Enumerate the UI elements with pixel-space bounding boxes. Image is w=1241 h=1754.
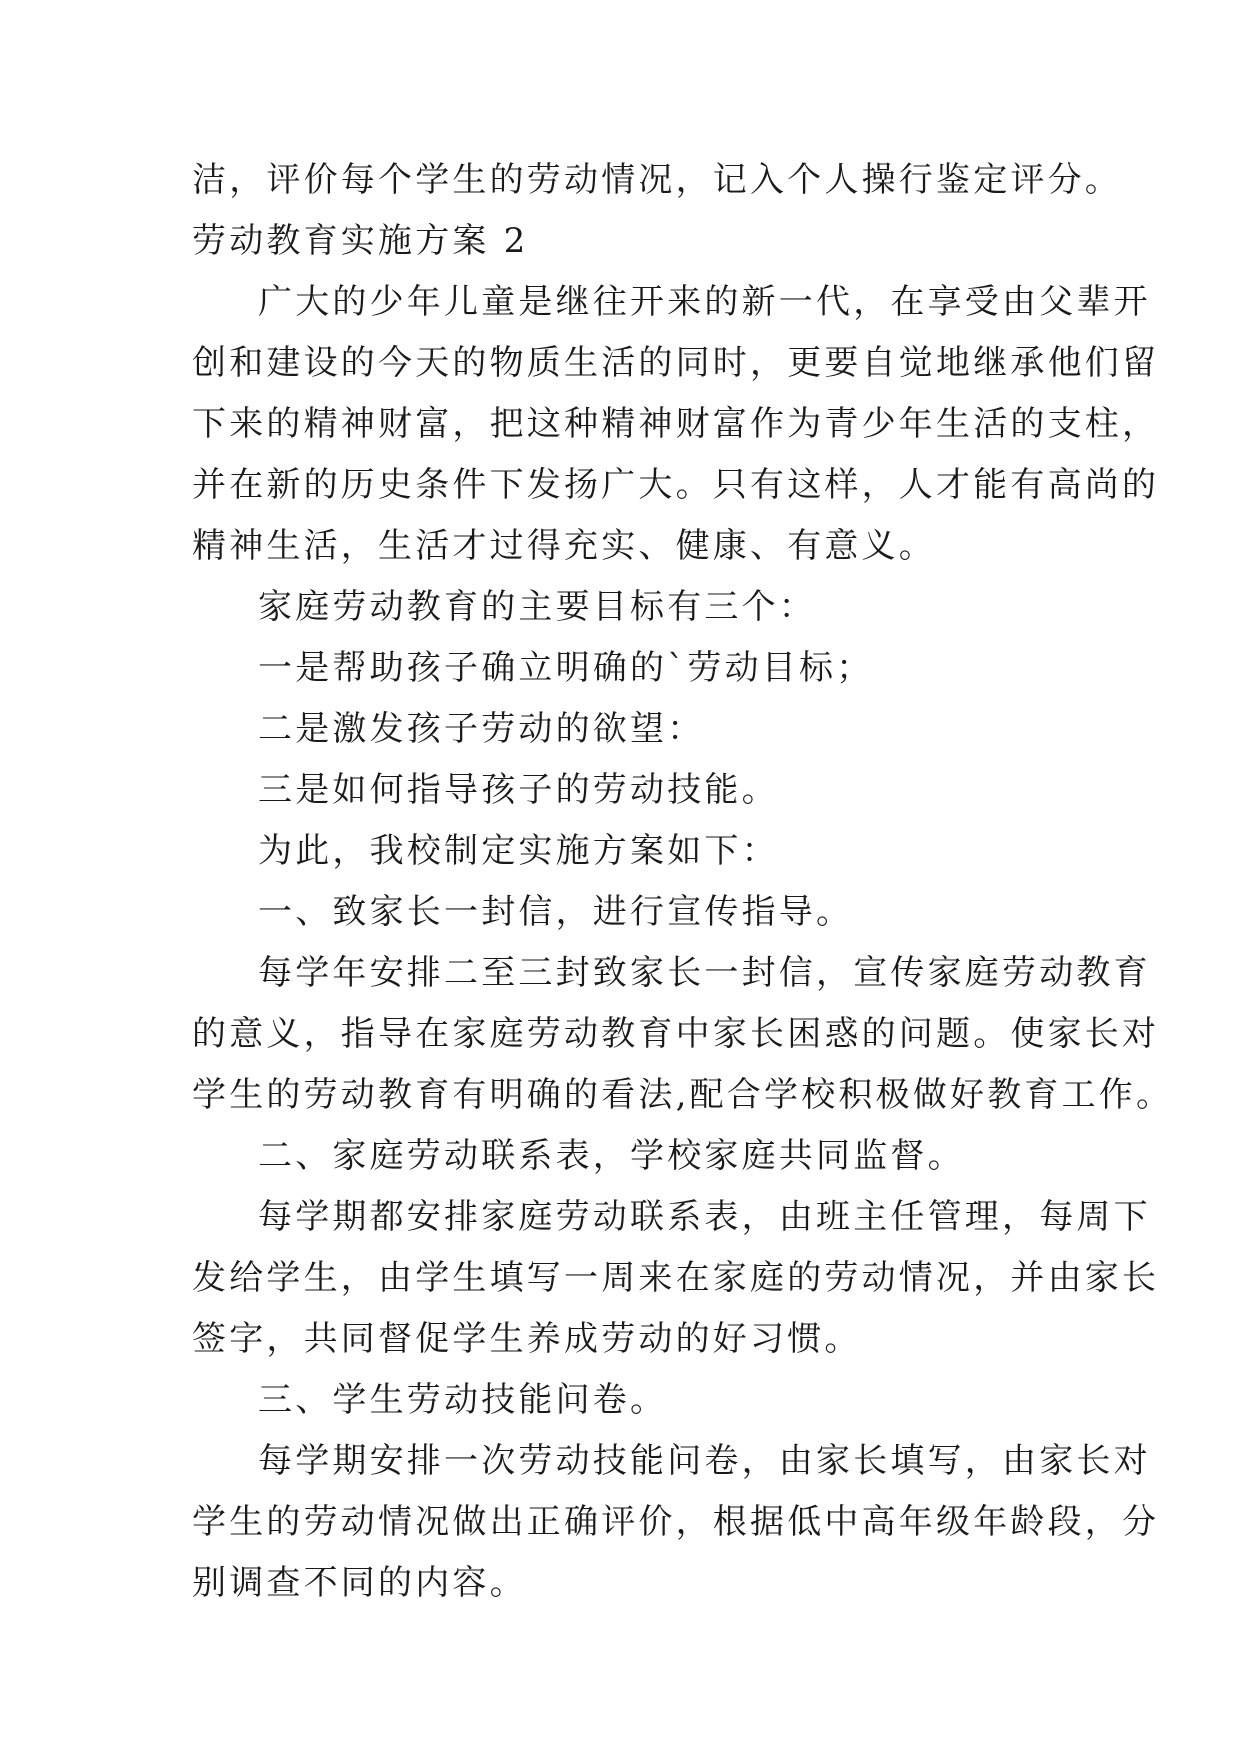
paragraph-line: 家庭劳动教育的主要目标有三个： (258, 587, 816, 627)
paragraph-line: 广大的少年儿童是继往开来的新一代，在享受由父辈开 (258, 282, 1151, 322)
paragraph-line: 每学期安排一次劳动技能问卷，由家长填写，由家长对 (258, 1441, 1151, 1481)
paragraph-line: 学生的劳动教育有明确的看法,配合学校积极做好教育工作。 (192, 1075, 1174, 1115)
list-item: 一是帮助孩子确立明确的`劳动目标； (258, 648, 874, 688)
paragraph-line: 精神生活，生活才过得充实、健康、有意义。 (192, 526, 936, 566)
paragraph-line: 别调查不同的内容。 (192, 1563, 527, 1603)
document-body (192, 150, 1174, 1614)
section-heading: 一、致家长一封信，进行宣传指导。 (258, 892, 854, 932)
paragraph-line: 洁，评价每个学生的劳动情况，记入个人操行鉴定评分。 (192, 160, 1122, 200)
paragraph-line: 下来的精神财富，把这种精神财富作为青少年生活的支柱， (192, 404, 1160, 444)
paragraph-line: 并在新的历史条件下发扬广大。只有这样，人才能有高尚的 (192, 465, 1160, 505)
paragraph-line: 发给学生，由学生填写一周来在家庭的劳动情况，并由家长 (192, 1258, 1160, 1298)
paragraph-line: 学生的劳动情况做出正确评价，根据低中高年级年龄段，分 (192, 1502, 1160, 1542)
paragraph-line: 创和建设的今天的物质生活的同时，更要自觉地继承他们留 (192, 343, 1160, 383)
paragraph-line: 的意义，指导在家庭劳动教育中家长困惑的问题。使家长对 (192, 1014, 1160, 1054)
section-title: 劳动教育实施方案 2 (192, 221, 529, 261)
list-item: 三是如何指导孩子的劳动技能。 (258, 770, 779, 810)
paragraph-line: 为此，我校制定实施方案如下： (258, 831, 779, 871)
paragraph-line: 签字，共同督促学生养成劳动的好习惯。 (192, 1319, 862, 1359)
paragraph-line: 每学年安排二至三封致家长一封信，宣传家庭劳动教育 (258, 953, 1151, 993)
section-heading: 二、家庭劳动联系表，学校家庭共同监督。 (258, 1136, 965, 1176)
section-heading: 三、学生劳动技能问卷。 (258, 1380, 668, 1420)
paragraph-line: 每学期都安排家庭劳动联系表，由班主任管理，每周下 (258, 1197, 1151, 1237)
list-item: 二是激发孩子劳动的欲望： (258, 709, 705, 749)
